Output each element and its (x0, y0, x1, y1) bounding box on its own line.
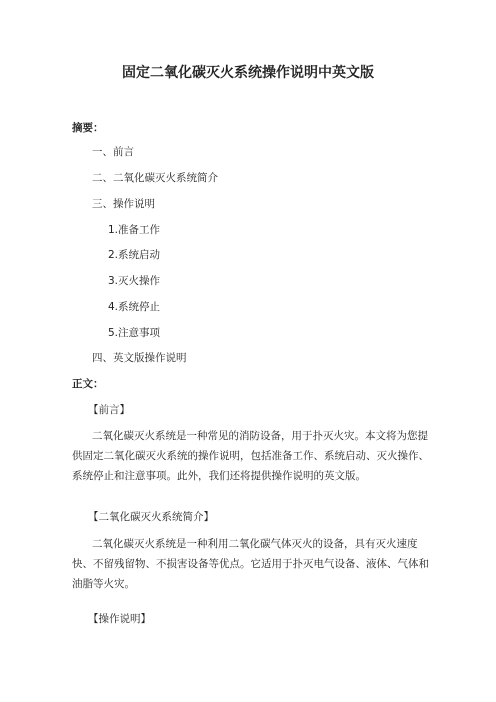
section-paragraph (72, 534, 432, 594)
toc-item: 三、操作说明 (92, 198, 155, 210)
toc-subitem: 2.系统启动 (108, 249, 161, 261)
paragraph-line: 二氧化碳灭火系统是一种常见的消防设备，用于扑灭火灾。本文将为您提 (92, 430, 428, 442)
toc-subitem: 5.注意事项 (108, 327, 161, 339)
paragraph-line: 快、不留残留物、不损害设备等优点。它适用于扑灭电气设备、液体、气体和 (72, 558, 429, 570)
section-heading: 【二氧化碳灭火系统简介】 (88, 511, 214, 523)
paragraph-line: 供固定二氧化碳灭火系统的操作说明，包括准备工作、系统启动、灭火操作、 (72, 450, 429, 462)
document-title: 固定二氧化碳灭火系统操作说明中英文版 (122, 65, 374, 81)
paragraph-line: 油脂等火灾。 (72, 578, 135, 590)
toc-item: 二、二氧化碳灭火系统简介 (92, 172, 218, 184)
toc-item: 四、英文版操作说明 (92, 352, 187, 364)
abstract-label: 摘要： (72, 122, 104, 134)
body-label: 正文： (72, 378, 104, 390)
section-heading: 【操作说明】 (88, 613, 151, 625)
section-paragraph (72, 426, 432, 486)
toc-item: 一、前言 (92, 146, 134, 158)
toc-subitem: 3.灭火操作 (108, 275, 161, 287)
paragraph-line: 二氧化碳灭火系统是一种利用二氧化碳气体灭火的设备，具有灭火速度 (92, 538, 418, 550)
section-heading: 【前言】 (88, 404, 130, 416)
toc-subitem: 1.准备工作 (108, 224, 161, 236)
toc-subitem: 4.系统停止 (108, 301, 161, 313)
paragraph-line: 系统停止和注意事项。此外，我们还将提供操作说明的英文版。 (72, 470, 366, 482)
